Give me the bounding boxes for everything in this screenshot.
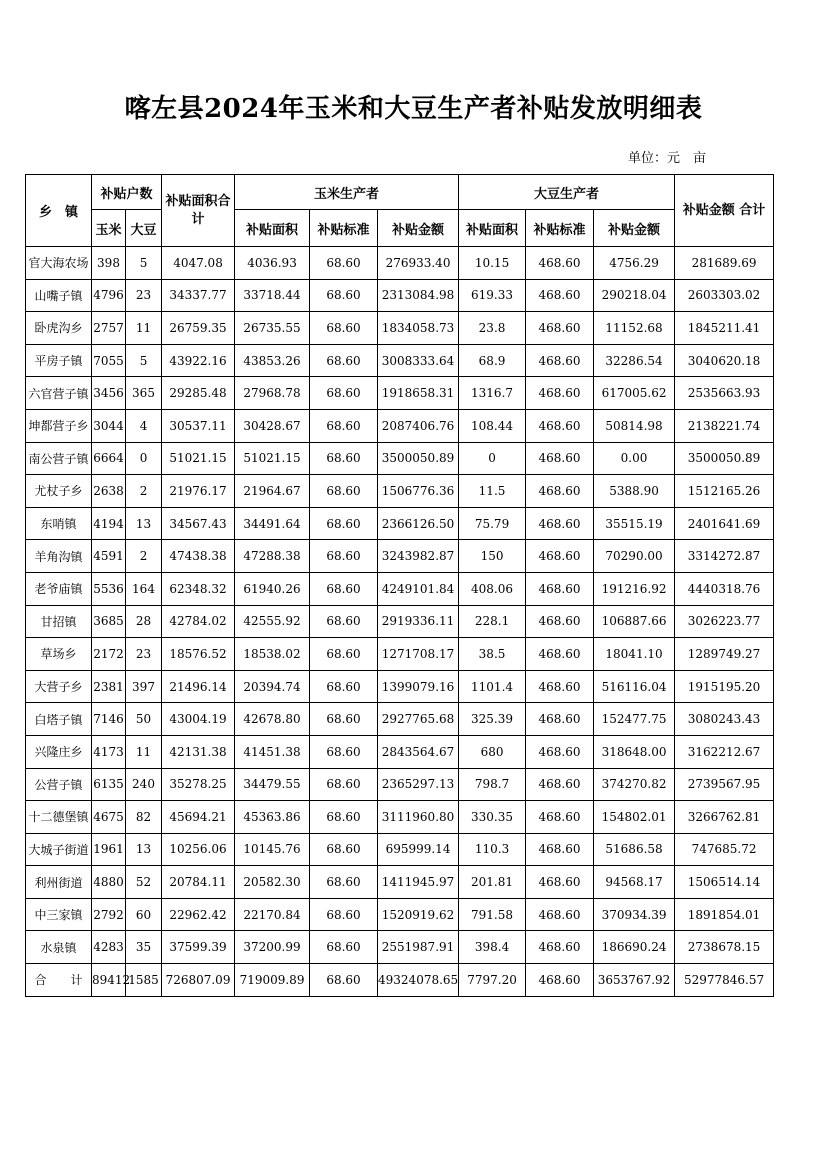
cell-soy-area: 0: [459, 442, 526, 475]
cell-soy-amt: 35515.19: [594, 507, 675, 540]
subsidy-table: [25, 174, 774, 997]
cell-town: 大营子乡: [26, 670, 92, 703]
cell-soy-std: 468.60: [526, 833, 594, 866]
cell-total-amt: 3266762.81: [675, 801, 774, 834]
table-row: [26, 540, 774, 573]
cell-soy-amt: 18041.10: [594, 638, 675, 671]
cell-soy-amt: 617005.62: [594, 377, 675, 410]
cell-total-amt: 2603303.02: [675, 279, 774, 312]
cell-soy-std: 468.60: [526, 377, 594, 410]
table-row: [26, 703, 774, 736]
cell-corn-std: 68.60: [310, 638, 378, 671]
table-row: [26, 638, 774, 671]
cell-corn-area: 33718.44: [235, 279, 310, 312]
cell-corn-hh: 6135: [92, 768, 126, 801]
cell-corn-area: 20582.30: [235, 866, 310, 899]
cell-area-total: 726807.09: [162, 964, 235, 997]
cell-soy-std: 468.60: [526, 475, 594, 508]
cell-area-total: 51021.15: [162, 442, 235, 475]
cell-soy-area: 75.79: [459, 507, 526, 540]
cell-corn-hh: 4796: [92, 279, 126, 312]
cell-soy-amt: 154802.01: [594, 801, 675, 834]
cell-corn-area: 42678.80: [235, 703, 310, 736]
cell-town: 卧虎沟乡: [26, 312, 92, 345]
cell-corn-hh: 7055: [92, 344, 126, 377]
cell-soy-hh: 23: [126, 638, 162, 671]
cell-soy-amt: 5388.90: [594, 475, 675, 508]
cell-total-amt: 3040620.18: [675, 344, 774, 377]
cell-corn-hh: 4173: [92, 735, 126, 768]
unit-label: 单位：元 亩: [628, 151, 707, 166]
cell-corn-std: 68.60: [310, 344, 378, 377]
cell-corn-area: 4036.93: [235, 247, 310, 280]
cell-town: 南公营子镇: [26, 442, 92, 475]
cell-area-total: 21976.17: [162, 475, 235, 508]
cell-total-amt: 1506514.14: [675, 866, 774, 899]
cell-corn-std: 68.60: [310, 279, 378, 312]
cell-soy-std: 468.60: [526, 964, 594, 997]
cell-soy-std: 468.60: [526, 312, 594, 345]
cell-corn-amt: 2365297.13: [378, 768, 459, 801]
cell-area-total: 22962.42: [162, 898, 235, 931]
cell-soy-hh: 240: [126, 768, 162, 801]
cell-corn-amt: 2087406.76: [378, 409, 459, 442]
cell-soy-amt: 51686.58: [594, 833, 675, 866]
cell-corn-std: 68.60: [310, 312, 378, 345]
cell-soy-area: 791.58: [459, 898, 526, 931]
cell-soy-std: 468.60: [526, 898, 594, 931]
cell-corn-amt: 4249101.84: [378, 572, 459, 605]
cell-corn-std: 68.60: [310, 833, 378, 866]
cell-town: 公营子镇: [26, 768, 92, 801]
cell-corn-area: 26735.55: [235, 312, 310, 345]
cell-soy-hh: 23: [126, 279, 162, 312]
cell-soy-std: 468.60: [526, 540, 594, 573]
cell-soy-area: 11.5: [459, 475, 526, 508]
cell-area-total: 43004.19: [162, 703, 235, 736]
cell-corn-hh: 7146: [92, 703, 126, 736]
cell-corn-hh: 2757: [92, 312, 126, 345]
cell-corn-amt: 49324078.65: [378, 964, 459, 997]
header-corn-amount: 补贴金额: [378, 210, 459, 247]
cell-soy-amt: 70290.00: [594, 540, 675, 573]
cell-corn-std: 68.60: [310, 931, 378, 964]
cell-corn-area: 20394.74: [235, 670, 310, 703]
cell-soy-std: 468.60: [526, 768, 594, 801]
cell-corn-std: 68.60: [310, 507, 378, 540]
cell-corn-amt: 695999.14: [378, 833, 459, 866]
cell-corn-amt: 1399079.16: [378, 670, 459, 703]
cell-town: 中三家镇: [26, 898, 92, 931]
cell-soy-area: 1316.7: [459, 377, 526, 410]
cell-soy-area: 1101.4: [459, 670, 526, 703]
cell-corn-std: 68.60: [310, 540, 378, 573]
cell-corn-hh: 398: [92, 247, 126, 280]
cell-area-total: 30537.11: [162, 409, 235, 442]
cell-corn-area: 43853.26: [235, 344, 310, 377]
cell-corn-amt: 2843564.67: [378, 735, 459, 768]
cell-total-amt: 3314272.87: [675, 540, 774, 573]
cell-soy-std: 468.60: [526, 866, 594, 899]
cell-town: 大城子街道: [26, 833, 92, 866]
cell-corn-hh: 4283: [92, 931, 126, 964]
cell-total-amt: 747685.72: [675, 833, 774, 866]
table-row: [26, 279, 774, 312]
table-body: [26, 247, 774, 997]
total-row: [26, 964, 774, 997]
cell-soy-amt: 318648.00: [594, 735, 675, 768]
cell-area-total: 26759.35: [162, 312, 235, 345]
cell-area-total: 29285.48: [162, 377, 235, 410]
cell-corn-std: 68.60: [310, 703, 378, 736]
cell-soy-hh: 164: [126, 572, 162, 605]
cell-corn-hh: 4591: [92, 540, 126, 573]
cell-corn-amt: 1411945.97: [378, 866, 459, 899]
cell-area-total: 37599.39: [162, 931, 235, 964]
cell-corn-hh: 3044: [92, 409, 126, 442]
header-corn-standard: 补贴标准: [310, 210, 378, 247]
cell-corn-area: 10145.76: [235, 833, 310, 866]
cell-town: 山嘴子镇: [26, 279, 92, 312]
cell-soy-area: 68.9: [459, 344, 526, 377]
cell-area-total: 62348.32: [162, 572, 235, 605]
table-row: [26, 768, 774, 801]
cell-soy-amt: 374270.82: [594, 768, 675, 801]
cell-corn-std: 68.60: [310, 605, 378, 638]
cell-corn-amt: 3500050.89: [378, 442, 459, 475]
table-row: [26, 312, 774, 345]
header-corn-area: 补贴面积: [235, 210, 310, 247]
cell-area-total: 18576.52: [162, 638, 235, 671]
cell-corn-area: 18538.02: [235, 638, 310, 671]
cell-area-total: 42131.38: [162, 735, 235, 768]
cell-town: 羊角沟镇: [26, 540, 92, 573]
header-amount-total: 补贴金额 合计: [675, 175, 774, 247]
cell-soy-hh: 2: [126, 475, 162, 508]
cell-corn-hh: 3685: [92, 605, 126, 638]
cell-corn-area: 37200.99: [235, 931, 310, 964]
cell-soy-amt: 50814.98: [594, 409, 675, 442]
header-households: 补贴户数: [92, 175, 162, 210]
cell-corn-std: 68.60: [310, 377, 378, 410]
cell-corn-hh: 5536: [92, 572, 126, 605]
cell-corn-std: 68.60: [310, 247, 378, 280]
table-row: [26, 409, 774, 442]
cell-soy-amt: 32286.54: [594, 344, 675, 377]
header-soy-producer: 大豆生产者: [459, 175, 675, 210]
cell-total-amt: 281689.69: [675, 247, 774, 280]
cell-corn-amt: 2551987.91: [378, 931, 459, 964]
cell-soy-hh: 5: [126, 344, 162, 377]
cell-soy-std: 468.60: [526, 279, 594, 312]
cell-corn-amt: 2927765.68: [378, 703, 459, 736]
table-row: [26, 572, 774, 605]
cell-corn-hh: 4675: [92, 801, 126, 834]
cell-soy-amt: 94568.17: [594, 866, 675, 899]
cell-town: 尤杖子乡: [26, 475, 92, 508]
cell-corn-std: 68.60: [310, 801, 378, 834]
table-row: [26, 670, 774, 703]
cell-soy-hh: 13: [126, 833, 162, 866]
table-row: [26, 377, 774, 410]
header-soy-area: 补贴面积: [459, 210, 526, 247]
cell-corn-area: 719009.89: [235, 964, 310, 997]
cell-soy-area: 680: [459, 735, 526, 768]
cell-town: 甘招镇: [26, 605, 92, 638]
cell-corn-area: 30428.67: [235, 409, 310, 442]
cell-town: 草场乡: [26, 638, 92, 671]
cell-total-amt: 1915195.20: [675, 670, 774, 703]
cell-soy-std: 468.60: [526, 703, 594, 736]
cell-corn-hh: 2792: [92, 898, 126, 931]
header-town: 乡 镇: [26, 175, 92, 247]
cell-town: 兴隆庄乡: [26, 735, 92, 768]
cell-corn-amt: 1918658.31: [378, 377, 459, 410]
cell-corn-hh: 4194: [92, 507, 126, 540]
cell-corn-area: 47288.38: [235, 540, 310, 573]
cell-soy-hh: 50: [126, 703, 162, 736]
cell-soy-area: 108.44: [459, 409, 526, 442]
cell-corn-std: 68.60: [310, 475, 378, 508]
table-row: [26, 605, 774, 638]
cell-soy-area: 228.1: [459, 605, 526, 638]
cell-soy-std: 468.60: [526, 409, 594, 442]
cell-soy-area: 38.5: [459, 638, 526, 671]
cell-corn-std: 68.60: [310, 735, 378, 768]
cell-corn-hh: 2381: [92, 670, 126, 703]
cell-soy-hh: 82: [126, 801, 162, 834]
cell-soy-hh: 0: [126, 442, 162, 475]
cell-soy-area: 10.15: [459, 247, 526, 280]
table-row: [26, 898, 774, 931]
cell-corn-amt: 276933.40: [378, 247, 459, 280]
cell-corn-amt: 3243982.87: [378, 540, 459, 573]
cell-total-amt: 3026223.77: [675, 605, 774, 638]
table-row: [26, 442, 774, 475]
cell-total-amt: 1891854.01: [675, 898, 774, 931]
cell-corn-amt: 1834058.73: [378, 312, 459, 345]
cell-area-total: 20784.11: [162, 866, 235, 899]
cell-total-amt: 3080243.43: [675, 703, 774, 736]
cell-area-total: 34567.43: [162, 507, 235, 540]
cell-area-total: 10256.06: [162, 833, 235, 866]
cell-soy-hh: 52: [126, 866, 162, 899]
cell-corn-area: 27968.78: [235, 377, 310, 410]
cell-soy-area: 330.35: [459, 801, 526, 834]
cell-soy-hh: 35: [126, 931, 162, 964]
cell-soy-amt: 152477.75: [594, 703, 675, 736]
cell-town: 合 计: [26, 964, 92, 997]
cell-soy-amt: 516116.04: [594, 670, 675, 703]
cell-total-amt: 52977846.57: [675, 964, 774, 997]
cell-corn-std: 68.60: [310, 768, 378, 801]
cell-soy-area: 398.4: [459, 931, 526, 964]
cell-soy-std: 468.60: [526, 247, 594, 280]
cell-town: 六官营子镇: [26, 377, 92, 410]
cell-corn-hh: 2638: [92, 475, 126, 508]
cell-soy-amt: 370934.39: [594, 898, 675, 931]
cell-soy-area: 110.3: [459, 833, 526, 866]
cell-corn-amt: 1271708.17: [378, 638, 459, 671]
cell-soy-amt: 186690.24: [594, 931, 675, 964]
cell-total-amt: 2535663.93: [675, 377, 774, 410]
cell-soy-amt: 4756.29: [594, 247, 675, 280]
cell-soy-area: 408.06: [459, 572, 526, 605]
cell-corn-amt: 2919336.11: [378, 605, 459, 638]
cell-soy-hh: 397: [126, 670, 162, 703]
cell-total-amt: 2738678.15: [675, 931, 774, 964]
cell-soy-amt: 290218.04: [594, 279, 675, 312]
header-corn-households: 玉米: [92, 210, 126, 247]
cell-area-total: 42784.02: [162, 605, 235, 638]
cell-soy-std: 468.60: [526, 572, 594, 605]
cell-town: 白塔子镇: [26, 703, 92, 736]
cell-soy-std: 468.60: [526, 735, 594, 768]
cell-corn-std: 68.60: [310, 964, 378, 997]
cell-soy-hh: 11: [126, 312, 162, 345]
table-row: [26, 247, 774, 280]
cell-soy-hh: 1585: [126, 964, 162, 997]
table-row: [26, 507, 774, 540]
cell-total-amt: 2739567.95: [675, 768, 774, 801]
cell-corn-area: 34491.64: [235, 507, 310, 540]
page-title: 喀左县2024年玉米和大豆生产者补贴发放明细表: [124, 94, 703, 124]
cell-town: 坤都营子乡: [26, 409, 92, 442]
cell-soy-amt: 106887.66: [594, 605, 675, 638]
cell-soy-std: 468.60: [526, 605, 594, 638]
cell-soy-area: 201.81: [459, 866, 526, 899]
table-row: [26, 735, 774, 768]
cell-town: 老爷庙镇: [26, 572, 92, 605]
cell-corn-amt: 2366126.50: [378, 507, 459, 540]
cell-corn-area: 22170.84: [235, 898, 310, 931]
cell-town: 平房子镇: [26, 344, 92, 377]
cell-soy-hh: 2: [126, 540, 162, 573]
cell-corn-hh: 4880: [92, 866, 126, 899]
cell-soy-area: 619.33: [459, 279, 526, 312]
cell-corn-area: 51021.15: [235, 442, 310, 475]
cell-soy-area: 325.39: [459, 703, 526, 736]
cell-soy-hh: 13: [126, 507, 162, 540]
cell-area-total: 45694.21: [162, 801, 235, 834]
table-row: [26, 801, 774, 834]
cell-corn-area: 21964.67: [235, 475, 310, 508]
cell-area-total: 4047.08: [162, 247, 235, 280]
cell-total-amt: 3162212.67: [675, 735, 774, 768]
cell-corn-hh: 2172: [92, 638, 126, 671]
table-row: [26, 475, 774, 508]
cell-soy-area: 23.8: [459, 312, 526, 345]
cell-total-amt: 2138221.74: [675, 409, 774, 442]
cell-soy-hh: 365: [126, 377, 162, 410]
cell-soy-hh: 60: [126, 898, 162, 931]
cell-area-total: 34337.77: [162, 279, 235, 312]
header-soy-amount: 补贴金额: [594, 210, 675, 247]
cell-total-amt: 4440318.76: [675, 572, 774, 605]
cell-soy-amt: 3653767.92: [594, 964, 675, 997]
cell-corn-std: 68.60: [310, 409, 378, 442]
cell-soy-std: 468.60: [526, 931, 594, 964]
cell-area-total: 21496.14: [162, 670, 235, 703]
cell-corn-amt: 2313084.98: [378, 279, 459, 312]
cell-corn-std: 68.60: [310, 670, 378, 703]
cell-total-amt: 1845211.41: [675, 312, 774, 345]
cell-soy-std: 468.60: [526, 638, 594, 671]
cell-town: 东哨镇: [26, 507, 92, 540]
cell-soy-hh: 11: [126, 735, 162, 768]
cell-corn-hh: 6664: [92, 442, 126, 475]
cell-soy-std: 468.60: [526, 442, 594, 475]
cell-total-amt: 2401641.69: [675, 507, 774, 540]
cell-soy-area: 150: [459, 540, 526, 573]
cell-corn-area: 41451.38: [235, 735, 310, 768]
cell-soy-amt: 11152.68: [594, 312, 675, 345]
cell-corn-std: 68.60: [310, 442, 378, 475]
cell-corn-area: 34479.55: [235, 768, 310, 801]
cell-soy-std: 468.60: [526, 801, 594, 834]
cell-town: 利州街道: [26, 866, 92, 899]
cell-corn-amt: 1506776.36: [378, 475, 459, 508]
cell-corn-area: 45363.86: [235, 801, 310, 834]
cell-soy-hh: 5: [126, 247, 162, 280]
table-row: [26, 931, 774, 964]
cell-area-total: 47438.38: [162, 540, 235, 573]
cell-corn-area: 61940.26: [235, 572, 310, 605]
header-soy-households: 大豆: [126, 210, 162, 247]
table-row: [26, 833, 774, 866]
cell-corn-std: 68.60: [310, 866, 378, 899]
cell-town: 官大海农场: [26, 247, 92, 280]
cell-corn-std: 68.60: [310, 572, 378, 605]
table-row: [26, 866, 774, 899]
cell-soy-amt: 0.00: [594, 442, 675, 475]
cell-total-amt: 3500050.89: [675, 442, 774, 475]
cell-corn-hh: 1961: [92, 833, 126, 866]
cell-total-amt: 1512165.26: [675, 475, 774, 508]
cell-corn-amt: 3008333.64: [378, 344, 459, 377]
header-soy-standard: 补贴标准: [526, 210, 594, 247]
cell-corn-amt: 3111960.80: [378, 801, 459, 834]
cell-corn-hh: 89412: [92, 964, 126, 997]
cell-town: 水泉镇: [26, 931, 92, 964]
table-row: [26, 344, 774, 377]
cell-soy-amt: 191216.92: [594, 572, 675, 605]
cell-corn-std: 68.60: [310, 898, 378, 931]
header-area-total: 补贴面积合计: [162, 175, 235, 247]
cell-soy-area: 798.7: [459, 768, 526, 801]
cell-corn-area: 42555.92: [235, 605, 310, 638]
cell-soy-std: 468.60: [526, 670, 594, 703]
cell-town: 十二德堡镇: [26, 801, 92, 834]
header-corn-producer: 玉米生产者: [235, 175, 459, 210]
cell-corn-hh: 3456: [92, 377, 126, 410]
cell-area-total: 43922.16: [162, 344, 235, 377]
cell-area-total: 35278.25: [162, 768, 235, 801]
cell-corn-amt: 1520919.62: [378, 898, 459, 931]
cell-soy-std: 468.60: [526, 507, 594, 540]
cell-soy-area: 7797.20: [459, 964, 526, 997]
cell-soy-std: 468.60: [526, 344, 594, 377]
cell-soy-hh: 4: [126, 409, 162, 442]
cell-total-amt: 1289749.27: [675, 638, 774, 671]
cell-soy-hh: 28: [126, 605, 162, 638]
